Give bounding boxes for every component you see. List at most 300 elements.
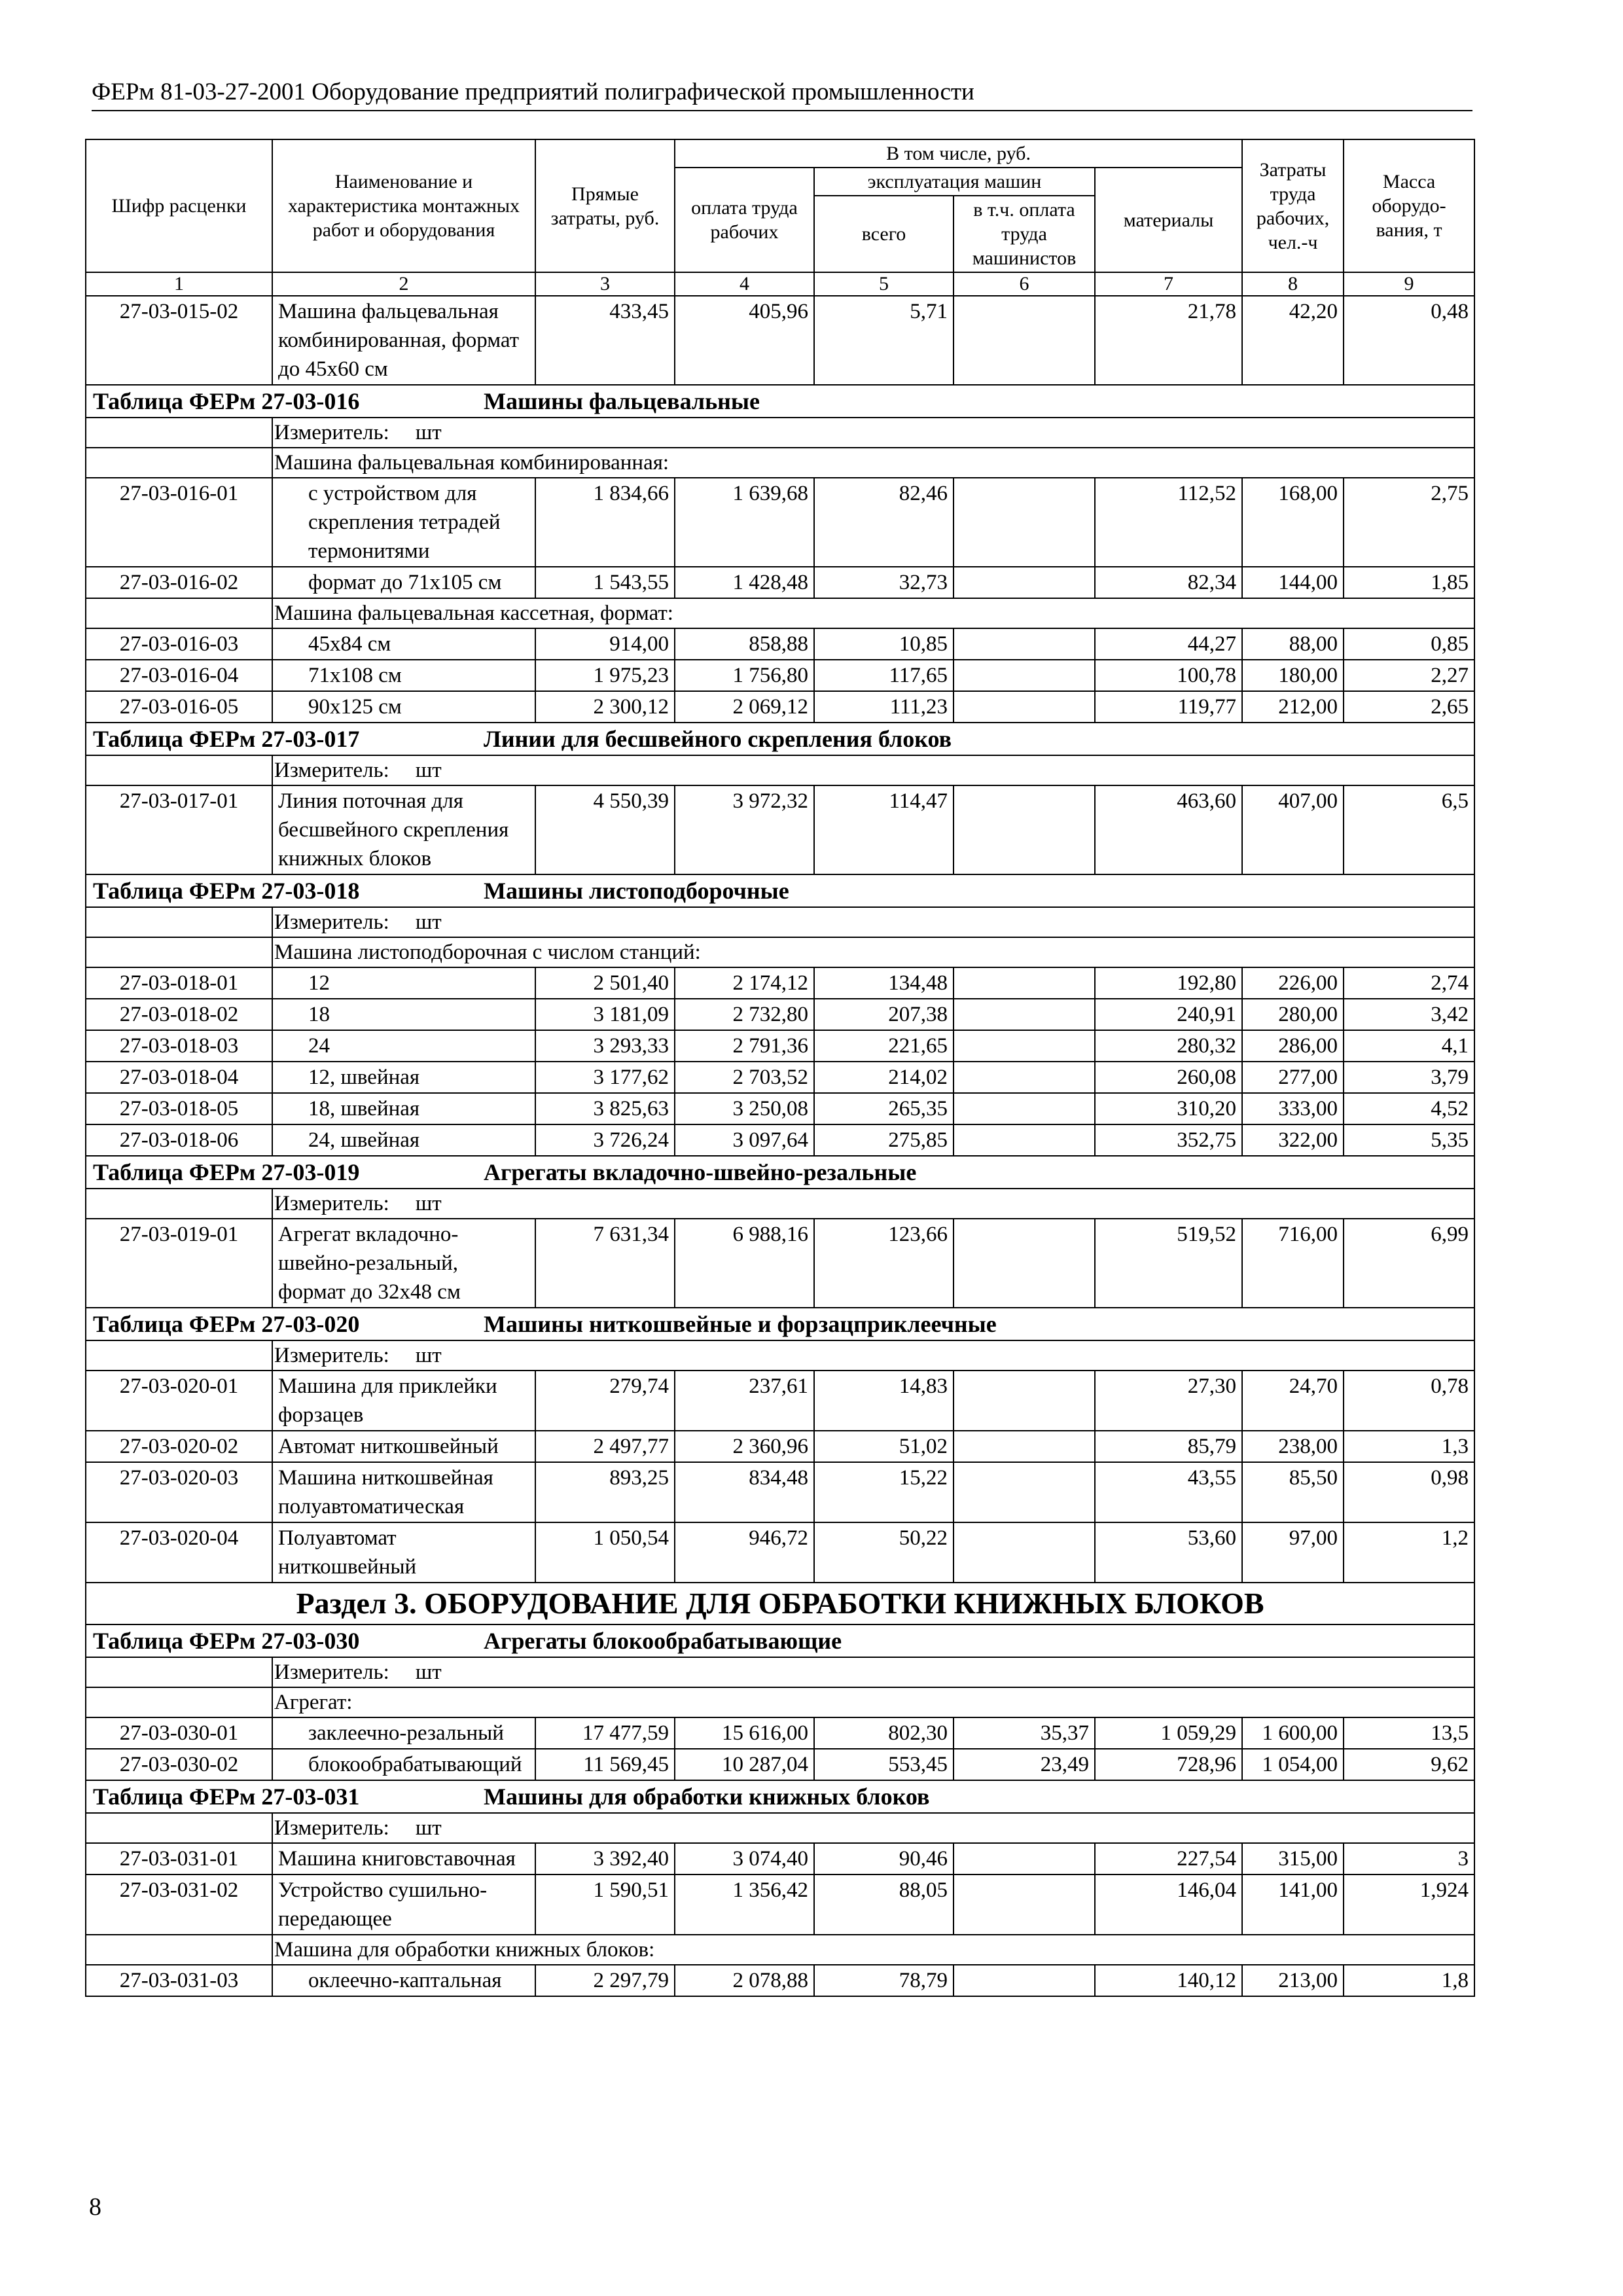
- rate-code: 27-03-020-02: [86, 1431, 272, 1462]
- unit-spacer: [86, 1657, 272, 1687]
- document-header: ФЕРм 81-03-27-2001 Оборудование предприятий полиграфической промышленности: [92, 77, 1472, 111]
- materials-cost: 280,32: [1095, 1030, 1242, 1062]
- table-row: [86, 1030, 1474, 1062]
- machinist-labor-cost: [954, 1219, 1095, 1308]
- materials-cost: 112,52: [1095, 478, 1242, 567]
- work-name: Машина книговставочная: [272, 1843, 535, 1874]
- rate-code: 27-03-018-02: [86, 999, 272, 1030]
- table-title-cell: [86, 874, 1474, 907]
- table-number: Таблица ФЕРм 27-03-031: [93, 1784, 360, 1810]
- table-title-cell: [86, 1780, 1474, 1813]
- rate-code: 27-03-015-02: [86, 296, 272, 385]
- table-row: [86, 660, 1474, 691]
- group-label: Машина фальцевальная комбинированная:: [272, 448, 1474, 478]
- table-row: [86, 1843, 1474, 1874]
- unit-label: Измеритель:: [274, 910, 389, 934]
- direct-cost: 2 300,12: [535, 691, 675, 723]
- table-row: [86, 478, 1474, 567]
- table-row: [86, 1431, 1474, 1462]
- work-name: Полуавтомат ниткошвейный: [272, 1522, 535, 1583]
- direct-cost: 4 550,39: [535, 785, 675, 874]
- table-title: Машины фальцевальные: [484, 388, 760, 414]
- table-row: [86, 1093, 1474, 1124]
- unit-label: Измеритель:: [274, 759, 389, 782]
- rate-code: 27-03-031-01: [86, 1843, 272, 1874]
- labor-hours: 238,00: [1242, 1431, 1344, 1462]
- table-row: [86, 567, 1474, 598]
- group-label: Машина для обработки книжных блоков:: [272, 1935, 1474, 1965]
- equipment-mass: 9,62: [1344, 1749, 1474, 1780]
- machinist-labor-cost: [954, 1843, 1095, 1874]
- materials-cost: 519,52: [1095, 1219, 1242, 1308]
- machine-cost: 51,02: [814, 1431, 954, 1462]
- machine-cost: 5,71: [814, 296, 954, 385]
- labor-cost: 2 360,96: [675, 1431, 814, 1462]
- labor-cost: 237,61: [675, 1371, 814, 1431]
- equipment-mass: 1,924: [1344, 1874, 1474, 1935]
- equipment-mass: 5,35: [1344, 1124, 1474, 1156]
- unit-label: Измеритель:: [274, 1192, 389, 1215]
- labor-hours: 226,00: [1242, 967, 1344, 999]
- materials-cost: 260,08: [1095, 1062, 1242, 1093]
- direct-cost: 893,25: [535, 1462, 675, 1522]
- materials-cost: 140,12: [1095, 1965, 1242, 1996]
- materials-cost: 119,77: [1095, 691, 1242, 723]
- table-row: [86, 691, 1474, 723]
- labor-hours: 88,00: [1242, 628, 1344, 660]
- table-title-row: [86, 385, 1474, 418]
- table-row: [86, 1749, 1474, 1780]
- labor-cost: 2 791,36: [675, 1030, 814, 1062]
- machinist-labor-cost: [954, 296, 1095, 385]
- table-header: [86, 139, 1474, 296]
- materials-cost: 21,78: [1095, 296, 1242, 385]
- rate-code: 27-03-018-05: [86, 1093, 272, 1124]
- labor-hours: 168,00: [1242, 478, 1344, 567]
- col-mach-total-header: всего: [814, 196, 954, 272]
- work-name: Агрегат вкладочно-швейно-резальный, формат до 32x48 см: [272, 1219, 535, 1308]
- table-title: Машины для обработки книжных блоков: [484, 1784, 930, 1810]
- direct-cost: 11 569,45: [535, 1749, 675, 1780]
- equipment-mass: 6,5: [1344, 785, 1474, 874]
- equipment-mass: 1,8: [1344, 1965, 1474, 1996]
- labor-hours: 1 600,00: [1242, 1717, 1344, 1749]
- materials-cost: 227,54: [1095, 1843, 1242, 1874]
- machinist-labor-cost: [954, 999, 1095, 1030]
- column-number: 2: [272, 272, 535, 296]
- unit-label: Измеритель:: [274, 1816, 389, 1840]
- table-row: [86, 1124, 1474, 1156]
- rate-code: 27-03-031-02: [86, 1874, 272, 1935]
- table-title-cell: [86, 1308, 1474, 1340]
- machinist-labor-cost: [954, 628, 1095, 660]
- table-number: Таблица ФЕРм 27-03-017: [93, 726, 360, 752]
- table-row: [86, 999, 1474, 1030]
- materials-cost: 44,27: [1095, 628, 1242, 660]
- group-row: [86, 598, 1474, 628]
- group-row: [86, 1687, 1474, 1717]
- labor-hours: 42,20: [1242, 296, 1344, 385]
- table-row: [86, 1371, 1474, 1431]
- column-number: 3: [535, 272, 675, 296]
- materials-cost: 310,20: [1095, 1093, 1242, 1124]
- column-number: 4: [675, 272, 814, 296]
- labor-cost: 3 250,08: [675, 1093, 814, 1124]
- table-title-row: [86, 723, 1474, 755]
- rate-code: 27-03-016-04: [86, 660, 272, 691]
- col-mach-labor-header: в т.ч. оплата труда машинистов: [954, 196, 1095, 272]
- machine-cost: 114,47: [814, 785, 954, 874]
- rate-code: 27-03-020-01: [86, 1371, 272, 1431]
- labor-cost: 858,88: [675, 628, 814, 660]
- machine-cost: 111,23: [814, 691, 954, 723]
- table-row: [86, 1965, 1474, 1996]
- group-spacer: [86, 1935, 272, 1965]
- direct-cost: 3 392,40: [535, 1843, 675, 1874]
- work-name: с устройством для скрепления тетрадей термонитями: [272, 478, 535, 567]
- col-mass-header: Масса оборудо-вания, т: [1344, 139, 1474, 272]
- equipment-mass: 0,98: [1344, 1462, 1474, 1522]
- machine-cost: 15,22: [814, 1462, 954, 1522]
- equipment-mass: 2,27: [1344, 660, 1474, 691]
- unit-cell: [272, 1189, 1474, 1219]
- work-name: оклеечно-каптальная: [272, 1965, 535, 1996]
- labor-cost: 2 732,80: [675, 999, 814, 1030]
- machinist-labor-cost: [954, 785, 1095, 874]
- materials-cost: 192,80: [1095, 967, 1242, 999]
- labor-hours: 97,00: [1242, 1522, 1344, 1583]
- rate-code: 27-03-020-03: [86, 1462, 272, 1522]
- unit-row: [86, 1189, 1474, 1219]
- unit-value: шт: [415, 1344, 442, 1367]
- group-spacer: [86, 937, 272, 967]
- materials-cost: 82,34: [1095, 567, 1242, 598]
- machinist-labor-cost: [954, 1030, 1095, 1062]
- labor-cost: 2 174,12: [675, 967, 814, 999]
- equipment-mass: 3,42: [1344, 999, 1474, 1030]
- column-number: 7: [1095, 272, 1242, 296]
- unit-spacer: [86, 1189, 272, 1219]
- column-number: 8: [1242, 272, 1344, 296]
- direct-cost: 914,00: [535, 628, 675, 660]
- unit-value: шт: [415, 910, 442, 934]
- equipment-mass: 4,1: [1344, 1030, 1474, 1062]
- unit-row: [86, 755, 1474, 785]
- equipment-mass: 3: [1344, 1843, 1474, 1874]
- work-name: 18: [272, 999, 535, 1030]
- unit-spacer: [86, 418, 272, 448]
- labor-cost: 405,96: [675, 296, 814, 385]
- direct-cost: 3 293,33: [535, 1030, 675, 1062]
- direct-cost: 2 297,79: [535, 1965, 675, 1996]
- unit-value: шт: [415, 421, 442, 444]
- table-row: [86, 1219, 1474, 1308]
- unit-cell: [272, 907, 1474, 937]
- group-label: Машина листоподборочная с числом станций:: [272, 937, 1474, 967]
- work-name: 24, швейная: [272, 1124, 535, 1156]
- labor-hours: 716,00: [1242, 1219, 1344, 1308]
- machinist-labor-cost: [954, 1124, 1095, 1156]
- equipment-mass: 2,74: [1344, 967, 1474, 999]
- materials-cost: 240,91: [1095, 999, 1242, 1030]
- table-row: [86, 967, 1474, 999]
- machine-cost: 221,65: [814, 1030, 954, 1062]
- materials-cost: 146,04: [1095, 1874, 1242, 1935]
- direct-cost: 279,74: [535, 1371, 675, 1431]
- column-number: 1: [86, 272, 272, 296]
- machine-cost: 553,45: [814, 1749, 954, 1780]
- unit-cell: [272, 755, 1474, 785]
- rate-code: 27-03-016-03: [86, 628, 272, 660]
- equipment-mass: 0,85: [1344, 628, 1474, 660]
- table-number: Таблица ФЕРм 27-03-020: [93, 1311, 360, 1337]
- materials-cost: 352,75: [1095, 1124, 1242, 1156]
- labor-hours: 322,00: [1242, 1124, 1344, 1156]
- direct-cost: 1 050,54: [535, 1522, 675, 1583]
- unit-cell: [272, 1340, 1474, 1371]
- table-title: Линии для бесшвейного скрепления блоков: [484, 726, 952, 752]
- materials-cost: 463,60: [1095, 785, 1242, 874]
- direct-cost: 3 726,24: [535, 1124, 675, 1156]
- machinist-labor-cost: 35,37: [954, 1717, 1095, 1749]
- work-name: Машина фальцевальная комбинированная, формат до 45x60 см: [272, 296, 535, 385]
- machinist-labor-cost: [954, 1431, 1095, 1462]
- direct-cost: 7 631,34: [535, 1219, 675, 1308]
- materials-cost: 1 059,29: [1095, 1717, 1242, 1749]
- col-machines-header: эксплуатация машин: [814, 168, 1095, 196]
- machine-cost: 14,83: [814, 1371, 954, 1431]
- group-spacer: [86, 598, 272, 628]
- unit-value: шт: [415, 759, 442, 782]
- unit-label: Измеритель:: [274, 421, 389, 444]
- table-title-row: [86, 1156, 1474, 1189]
- labor-hours: 144,00: [1242, 567, 1344, 598]
- table-title: Агрегаты блокообрабатывающие: [484, 1628, 842, 1654]
- table-title: Агрегаты вкладочно-швейно-резальные: [484, 1159, 917, 1185]
- machinist-labor-cost: [954, 1874, 1095, 1935]
- machinist-labor-cost: 23,49: [954, 1749, 1095, 1780]
- labor-hours: 85,50: [1242, 1462, 1344, 1522]
- machinist-labor-cost: [954, 478, 1095, 567]
- labor-cost: 2 703,52: [675, 1062, 814, 1093]
- machinist-labor-cost: [954, 1965, 1095, 1996]
- rate-code: 27-03-016-01: [86, 478, 272, 567]
- work-name: формат до 71x105 см: [272, 567, 535, 598]
- machinist-labor-cost: [954, 1371, 1095, 1431]
- labor-hours: 141,00: [1242, 1874, 1344, 1935]
- materials-cost: 100,78: [1095, 660, 1242, 691]
- work-name: 71x108 см: [272, 660, 535, 691]
- equipment-mass: 1,3: [1344, 1431, 1474, 1462]
- table-title: Машины листоподборочные: [484, 878, 789, 904]
- machinist-labor-cost: [954, 1093, 1095, 1124]
- labor-cost: 10 287,04: [675, 1749, 814, 1780]
- work-name: Машина для приклейки форзацев: [272, 1371, 535, 1431]
- group-row: [86, 937, 1474, 967]
- col-workhours-header: Затраты труда рабочих, чел.-ч: [1242, 139, 1344, 272]
- machinist-labor-cost: [954, 660, 1095, 691]
- labor-hours: 213,00: [1242, 1965, 1344, 1996]
- table-title-cell: [86, 385, 1474, 418]
- machine-cost: 10,85: [814, 628, 954, 660]
- page-number: 8: [89, 2193, 101, 2221]
- labor-hours: 286,00: [1242, 1030, 1344, 1062]
- table-row: [86, 1062, 1474, 1093]
- machinist-labor-cost: [954, 1522, 1095, 1583]
- materials-cost: 27,30: [1095, 1371, 1242, 1431]
- table-number: Таблица ФЕРм 27-03-030: [93, 1628, 360, 1654]
- work-name: 12: [272, 967, 535, 999]
- table-title-cell: [86, 723, 1474, 755]
- unit-row: [86, 1657, 1474, 1687]
- equipment-mass: 6,99: [1344, 1219, 1474, 1308]
- labor-cost: 6 988,16: [675, 1219, 814, 1308]
- equipment-mass: 1,2: [1344, 1522, 1474, 1583]
- work-name: Автомат ниткошвейный: [272, 1431, 535, 1462]
- machine-cost: 32,73: [814, 567, 954, 598]
- rate-code: 27-03-018-06: [86, 1124, 272, 1156]
- col-name-header: Наименование и характеристика монтажных работ и оборудования: [272, 139, 535, 272]
- materials-cost: 53,60: [1095, 1522, 1242, 1583]
- rate-code: 27-03-018-04: [86, 1062, 272, 1093]
- unit-value: шт: [415, 1192, 442, 1215]
- table-row: [86, 296, 1474, 385]
- table-title-row: [86, 1308, 1474, 1340]
- machinist-labor-cost: [954, 967, 1095, 999]
- machinist-labor-cost: [954, 567, 1095, 598]
- unit-row: [86, 907, 1474, 937]
- rate-code: 27-03-018-01: [86, 967, 272, 999]
- materials-cost: 85,79: [1095, 1431, 1242, 1462]
- unit-cell: [272, 418, 1474, 448]
- table-title-row: [86, 874, 1474, 907]
- direct-cost: 1 975,23: [535, 660, 675, 691]
- machine-cost: 50,22: [814, 1522, 954, 1583]
- col-code-header: Шифр расценки: [86, 139, 272, 272]
- work-name: заклеечно-резальный: [272, 1717, 535, 1749]
- machine-cost: 275,85: [814, 1124, 954, 1156]
- section-row: [86, 1583, 1474, 1624]
- machine-cost: 90,46: [814, 1843, 954, 1874]
- labor-cost: 3 972,32: [675, 785, 814, 874]
- table-row: [86, 1462, 1474, 1522]
- work-name: Линия поточная для бесшвейного скрепления книжных блоков: [272, 785, 535, 874]
- direct-cost: 2 497,77: [535, 1431, 675, 1462]
- labor-cost: 1 356,42: [675, 1874, 814, 1935]
- machine-cost: 207,38: [814, 999, 954, 1030]
- group-row: [86, 1935, 1474, 1965]
- work-name: 45x84 см: [272, 628, 535, 660]
- unit-spacer: [86, 907, 272, 937]
- work-name: 18, швейная: [272, 1093, 535, 1124]
- machine-cost: 88,05: [814, 1874, 954, 1935]
- direct-cost: 1 543,55: [535, 567, 675, 598]
- table-row: [86, 785, 1474, 874]
- labor-hours: 212,00: [1242, 691, 1344, 723]
- labor-cost: 15 616,00: [675, 1717, 814, 1749]
- labor-hours: 180,00: [1242, 660, 1344, 691]
- rate-code: 27-03-020-04: [86, 1522, 272, 1583]
- equipment-mass: 0,48: [1344, 296, 1474, 385]
- rate-code: 27-03-017-01: [86, 785, 272, 874]
- machine-cost: 214,02: [814, 1062, 954, 1093]
- machine-cost: 265,35: [814, 1093, 954, 1124]
- equipment-mass: 1,85: [1344, 567, 1474, 598]
- labor-cost: 1 428,48: [675, 567, 814, 598]
- table-number: Таблица ФЕРм 27-03-018: [93, 878, 360, 904]
- direct-cost: 1 590,51: [535, 1874, 675, 1935]
- machine-cost: 117,65: [814, 660, 954, 691]
- rate-code: 27-03-016-02: [86, 567, 272, 598]
- table-row: [86, 1717, 1474, 1749]
- work-name: 12, швейная: [272, 1062, 535, 1093]
- col-incl-header: В том числе, руб.: [675, 139, 1242, 168]
- machine-cost: 78,79: [814, 1965, 954, 1996]
- column-number: 6: [954, 272, 1095, 296]
- table-title-row: [86, 1624, 1474, 1657]
- labor-hours: 277,00: [1242, 1062, 1344, 1093]
- rate-code: 27-03-019-01: [86, 1219, 272, 1308]
- materials-cost: 43,55: [1095, 1462, 1242, 1522]
- direct-cost: 3 177,62: [535, 1062, 675, 1093]
- machine-cost: 134,48: [814, 967, 954, 999]
- unit-row: [86, 1813, 1474, 1843]
- table-title-cell: [86, 1156, 1474, 1189]
- machinist-labor-cost: [954, 691, 1095, 723]
- column-number: 9: [1344, 272, 1474, 296]
- unit-cell: [272, 1813, 1474, 1843]
- direct-cost: 3 825,63: [535, 1093, 675, 1124]
- rate-code: 27-03-030-02: [86, 1749, 272, 1780]
- work-name: 24: [272, 1030, 535, 1062]
- direct-cost: 433,45: [535, 296, 675, 385]
- unit-spacer: [86, 1813, 272, 1843]
- col-direct-header: Прямые затраты, руб.: [535, 139, 675, 272]
- unit-row: [86, 418, 1474, 448]
- group-spacer: [86, 448, 272, 478]
- equipment-mass: 0,78: [1344, 1371, 1474, 1431]
- direct-cost: 1 834,66: [535, 478, 675, 567]
- table-number: Таблица ФЕРм 27-03-016: [93, 388, 360, 414]
- equipment-mass: 3,79: [1344, 1062, 1474, 1093]
- labor-hours: 407,00: [1242, 785, 1344, 874]
- labor-cost: 834,48: [675, 1462, 814, 1522]
- unit-label: Измеритель:: [274, 1344, 389, 1367]
- section-title: Раздел 3. ОБОРУДОВАНИЕ ДЛЯ ОБРАБОТКИ КНИЖНЫХ БЛОКОВ: [86, 1583, 1474, 1624]
- table-title-row: [86, 1780, 1474, 1813]
- machinist-labor-cost: [954, 1462, 1095, 1522]
- equipment-mass: 2,65: [1344, 691, 1474, 723]
- unit-spacer: [86, 1340, 272, 1371]
- group-label: Машина фальцевальная кассетная, формат:: [272, 598, 1474, 628]
- unit-label: Измеритель:: [274, 1660, 389, 1684]
- rate-code: 27-03-016-05: [86, 691, 272, 723]
- direct-cost: 2 501,40: [535, 967, 675, 999]
- work-name: блокообрабатывающий: [272, 1749, 535, 1780]
- labor-cost: 1 756,80: [675, 660, 814, 691]
- labor-cost: 3 074,40: [675, 1843, 814, 1874]
- column-number: 5: [814, 272, 954, 296]
- group-spacer: [86, 1687, 272, 1717]
- labor-hours: 315,00: [1242, 1843, 1344, 1874]
- unit-cell: [272, 1657, 1474, 1687]
- materials-cost: 728,96: [1095, 1749, 1242, 1780]
- unit-value: шт: [415, 1660, 442, 1684]
- unit-value: шт: [415, 1816, 442, 1840]
- group-label: Агрегат:: [272, 1687, 1474, 1717]
- labor-hours: 24,70: [1242, 1371, 1344, 1431]
- table-row: [86, 1522, 1474, 1583]
